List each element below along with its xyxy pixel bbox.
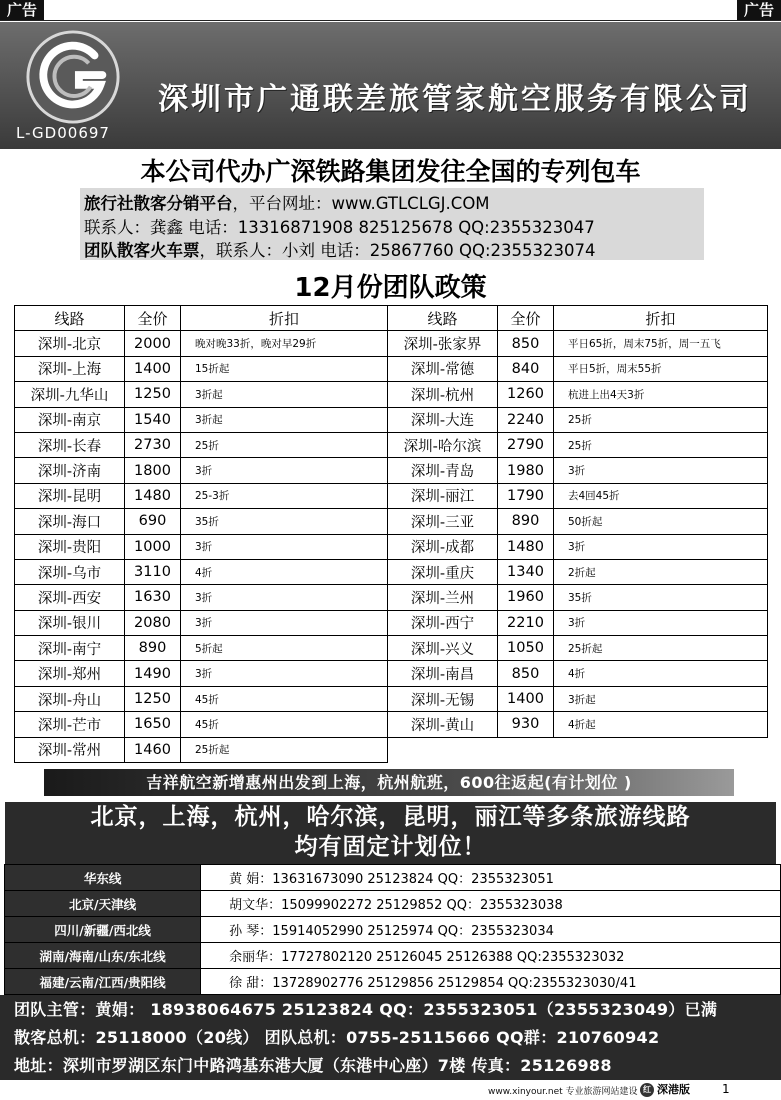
price-cell: 2080 <box>125 610 181 635</box>
route-cell: 深圳-长春 <box>15 432 125 457</box>
price-cell: 1800 <box>125 458 181 483</box>
price-row <box>15 610 388 635</box>
route-cell: 深圳-郑州 <box>15 661 125 686</box>
region-contact: 徐 甜：13728902776 25129856 25129854 QQ:2355323030/41 <box>201 969 781 995</box>
discount-cell: 晚对晚33折，晚对早29折 <box>181 331 388 356</box>
routes-banner-line1: 北京，上海，杭州，哈尔滨，昆明，丽江等多条旅游线路 <box>90 804 691 830</box>
discount-cell: 45折 <box>181 686 388 711</box>
route-cell: 深圳-上海 <box>15 356 125 381</box>
contact-row <box>5 891 781 917</box>
contact-row <box>5 917 781 943</box>
price-cell: 850 <box>498 331 554 356</box>
footer-bar <box>0 995 781 1080</box>
route-cell: 深圳-九华山 <box>15 382 125 407</box>
contact-line-train <box>84 237 595 261</box>
edition-name: 深港版 <box>657 1083 690 1096</box>
route-cell: 深圳-济南 <box>15 458 125 483</box>
license-code: L-GD00697 <box>16 124 110 142</box>
price-row <box>15 559 388 584</box>
price-row <box>15 356 388 381</box>
region-contact: 孙 琴：15914052990 25125974 QQ：2355323034 <box>201 917 781 943</box>
policy-title: 12月份团队政策 <box>294 273 487 303</box>
discount-cell: 3折 <box>181 610 388 635</box>
footer-supervisor: 团队主管：黄娟： 18938064675 25123824 QQ：2355323051（2355323049）已满 <box>14 1000 718 1019</box>
price-cell: 2240 <box>498 407 554 432</box>
price-cell: 1000 <box>125 534 181 559</box>
train-ticket-contact: ，联系人：小刘 电话：25867760 QQ:2355323074 <box>199 241 596 260</box>
discount-cell: 45折 <box>181 712 388 737</box>
header-route: 线路 <box>388 306 498 331</box>
price-row <box>15 585 388 610</box>
price-cell: 1460 <box>125 737 181 762</box>
price-row <box>388 585 768 610</box>
price-row <box>15 712 388 737</box>
contact-row <box>5 943 781 969</box>
discount-cell: 2折起 <box>554 559 768 584</box>
region-label: 北京/天津线 <box>5 891 201 917</box>
ad-label-left: 广告 <box>0 0 44 20</box>
route-cell: 深圳-乌市 <box>15 559 125 584</box>
discount-cell: 3折起 <box>554 686 768 711</box>
discount-cell: 3折 <box>554 610 768 635</box>
route-cell: 深圳-青岛 <box>388 458 498 483</box>
discount-cell: 25折起 <box>554 636 768 661</box>
route-cell: 深圳-哈尔滨 <box>388 432 498 457</box>
price-cell: 1490 <box>125 661 181 686</box>
discount-cell: 3折 <box>554 458 768 483</box>
price-cell: 1400 <box>125 356 181 381</box>
price-cell: 1480 <box>125 483 181 508</box>
price-cell: 1250 <box>125 686 181 711</box>
discount-cell: 4折 <box>554 661 768 686</box>
price-cell: 2730 <box>125 432 181 457</box>
region-label: 湖南/海南/山东/东北线 <box>5 943 201 969</box>
price-row <box>15 686 388 711</box>
price-cell: 1480 <box>498 534 554 559</box>
route-cell: 深圳-芒市 <box>15 712 125 737</box>
price-row <box>15 509 388 534</box>
region-label: 福建/云南/江西/贵阳线 <box>5 969 201 995</box>
route-cell: 深圳-兰州 <box>388 585 498 610</box>
route-cell: 深圳-昆明 <box>15 483 125 508</box>
price-row <box>388 458 768 483</box>
discount-cell: 15折起 <box>181 356 388 381</box>
juneyao-airline-banner: 吉祥航空新增惠州出发到上海，杭州航班，600往返起(有计划位 ) <box>44 769 734 796</box>
price-cell: 2210 <box>498 610 554 635</box>
region-label: 华东线 <box>5 865 201 891</box>
price-cell: 840 <box>498 356 554 381</box>
price-cell: 850 <box>498 661 554 686</box>
edition-badge-icon: 红 <box>640 1083 654 1097</box>
discount-cell: 25折 <box>554 432 768 457</box>
price-cell: 890 <box>498 509 554 534</box>
price-row <box>388 382 768 407</box>
price-cell: 1790 <box>498 483 554 508</box>
price-cell: 890 <box>125 636 181 661</box>
price-row <box>388 686 768 711</box>
price-row <box>15 458 388 483</box>
price-row <box>388 610 768 635</box>
route-cell: 深圳-无锡 <box>388 686 498 711</box>
price-cell: 1540 <box>125 407 181 432</box>
contact-row <box>5 969 781 995</box>
price-cell: 690 <box>125 509 181 534</box>
price-row <box>15 432 388 457</box>
route-cell: 深圳-西宁 <box>388 610 498 635</box>
header-price: 全价 <box>125 306 181 331</box>
discount-cell: 3折 <box>554 534 768 559</box>
price-row <box>15 483 388 508</box>
headline: 本公司代办广深铁路集团发往全国的专列包车 <box>140 157 641 186</box>
discount-cell: 3折起 <box>181 407 388 432</box>
route-cell: 深圳-南京 <box>15 407 125 432</box>
contact-line-platform <box>84 190 490 214</box>
discount-cell: 平日65折，周末75折，周一五飞 <box>554 331 768 356</box>
discount-cell: 3折 <box>181 534 388 559</box>
route-cell: 深圳-杭州 <box>388 382 498 407</box>
company-logo-icon <box>24 28 122 126</box>
route-cell: 深圳-大连 <box>388 407 498 432</box>
price-cell: 1960 <box>498 585 554 610</box>
discount-cell: 5折起 <box>181 636 388 661</box>
price-cell: 2000 <box>125 331 181 356</box>
price-cell: 1050 <box>498 636 554 661</box>
train-ticket-label: 团队散客火车票 <box>84 241 200 260</box>
route-cell: 深圳-北京 <box>15 331 125 356</box>
ad-label-right: 广告 <box>737 0 781 20</box>
route-cell: 深圳-兴义 <box>388 636 498 661</box>
region-label: 四川/新疆/西北线 <box>5 917 201 943</box>
route-cell: 深圳-海口 <box>15 509 125 534</box>
price-cell: 930 <box>498 712 554 737</box>
discount-cell: 50折起 <box>554 509 768 534</box>
route-cell: 深圳-张家界 <box>388 331 498 356</box>
price-row <box>388 712 768 737</box>
header-banner <box>0 22 781 149</box>
discount-cell: 3折 <box>181 585 388 610</box>
platform-label: 旅行社散客分销平台 <box>84 194 233 213</box>
price-row <box>388 407 768 432</box>
route-cell: 深圳-黄山 <box>388 712 498 737</box>
route-cell: 深圳-贵阳 <box>15 534 125 559</box>
price-cell: 1980 <box>498 458 554 483</box>
price-cell: 1650 <box>125 712 181 737</box>
discount-cell: 去4回45折 <box>554 483 768 508</box>
price-cell: 1630 <box>125 585 181 610</box>
discount-cell: 平日5折，周末55折 <box>554 356 768 381</box>
route-cell: 深圳-丽江 <box>388 483 498 508</box>
price-cell: 1250 <box>125 382 181 407</box>
price-row <box>388 559 768 584</box>
regional-contacts-table <box>4 864 781 995</box>
route-cell: 深圳-常德 <box>388 356 498 381</box>
routes-banner-line2: 均有固定计划位！ <box>294 834 487 860</box>
price-row <box>388 356 768 381</box>
discount-cell: 3折起 <box>181 382 388 407</box>
discount-cell: 4折起 <box>554 712 768 737</box>
contact-row <box>5 865 781 891</box>
discount-cell: 25折起 <box>181 737 388 762</box>
price-row <box>388 483 768 508</box>
route-cell: 深圳-西安 <box>15 585 125 610</box>
route-cell: 深圳-重庆 <box>388 559 498 584</box>
discount-cell: 25-3折 <box>181 483 388 508</box>
routes-banner <box>5 802 776 864</box>
discount-cell: 3折 <box>181 661 388 686</box>
header-price: 全价 <box>498 306 554 331</box>
price-row <box>15 661 388 686</box>
price-row <box>388 636 768 661</box>
price-row <box>388 331 768 356</box>
edition-label <box>640 1081 690 1097</box>
region-contact: 黄 娟：13631673090 25123824 QQ：2355323051 <box>201 865 781 891</box>
discount-cell: 杭进上出4天3折 <box>554 382 768 407</box>
price-cell: 3110 <box>125 559 181 584</box>
price-row <box>15 331 388 356</box>
discount-cell: 25折 <box>554 407 768 432</box>
route-cell: 深圳-银川 <box>15 610 125 635</box>
price-row <box>15 407 388 432</box>
footer-address: 地址：深圳市罗湖区东门中路鸿基东港大厦（东港中心座）7楼 传真：25126988 <box>14 1056 612 1075</box>
price-row <box>388 509 768 534</box>
price-row <box>15 636 388 661</box>
contact-line-phone: 联系人：龚鑫 电话：13316871908 825125678 QQ:2355323047 <box>84 218 595 237</box>
route-cell: 深圳-常州 <box>15 737 125 762</box>
price-row <box>15 382 388 407</box>
price-cell: 1260 <box>498 382 554 407</box>
contact-block <box>80 188 704 260</box>
discount-cell: 25折 <box>181 432 388 457</box>
discount-cell: 35折 <box>554 585 768 610</box>
price-row <box>388 661 768 686</box>
price-row <box>15 534 388 559</box>
price-table-left <box>14 305 388 763</box>
discount-cell: 3折 <box>181 458 388 483</box>
top-divider <box>0 20 781 21</box>
footer-switchboard: 散客总机：25118000（20线） 团队总机：0755-25115666 QQ群：210760942 <box>14 1028 660 1047</box>
header-discount: 折扣 <box>181 306 388 331</box>
discount-cell: 35折 <box>181 509 388 534</box>
price-cell: 2790 <box>498 432 554 457</box>
region-contact: 胡文华：15099902272 25129852 QQ：2355323038 <box>201 891 781 917</box>
route-cell: 深圳-三亚 <box>388 509 498 534</box>
route-cell: 深圳-舟山 <box>15 686 125 711</box>
price-cell: 1340 <box>498 559 554 584</box>
route-cell: 深圳-南昌 <box>388 661 498 686</box>
header-route: 线路 <box>15 306 125 331</box>
company-name: 深圳市广通联差旅管家航空服务有限公司 <box>158 82 752 117</box>
route-cell: 深圳-南宁 <box>15 636 125 661</box>
platform-url: ，平台网址：www.GTLCLGJ.COM <box>232 194 490 213</box>
route-cell: 深圳-成都 <box>388 534 498 559</box>
price-table-right <box>387 305 768 738</box>
price-row <box>388 534 768 559</box>
site-credit: www.xinyour.net 专业旅游网站建设 <box>488 1087 638 1097</box>
price-row <box>388 432 768 457</box>
discount-cell: 4折 <box>181 559 388 584</box>
page-number: 1 <box>722 1082 730 1096</box>
price-cell: 1400 <box>498 686 554 711</box>
header-discount: 折扣 <box>554 306 768 331</box>
price-row <box>15 737 388 762</box>
region-contact: 余丽华：17727802120 25126045 25126388 QQ:2355323032 <box>201 943 781 969</box>
